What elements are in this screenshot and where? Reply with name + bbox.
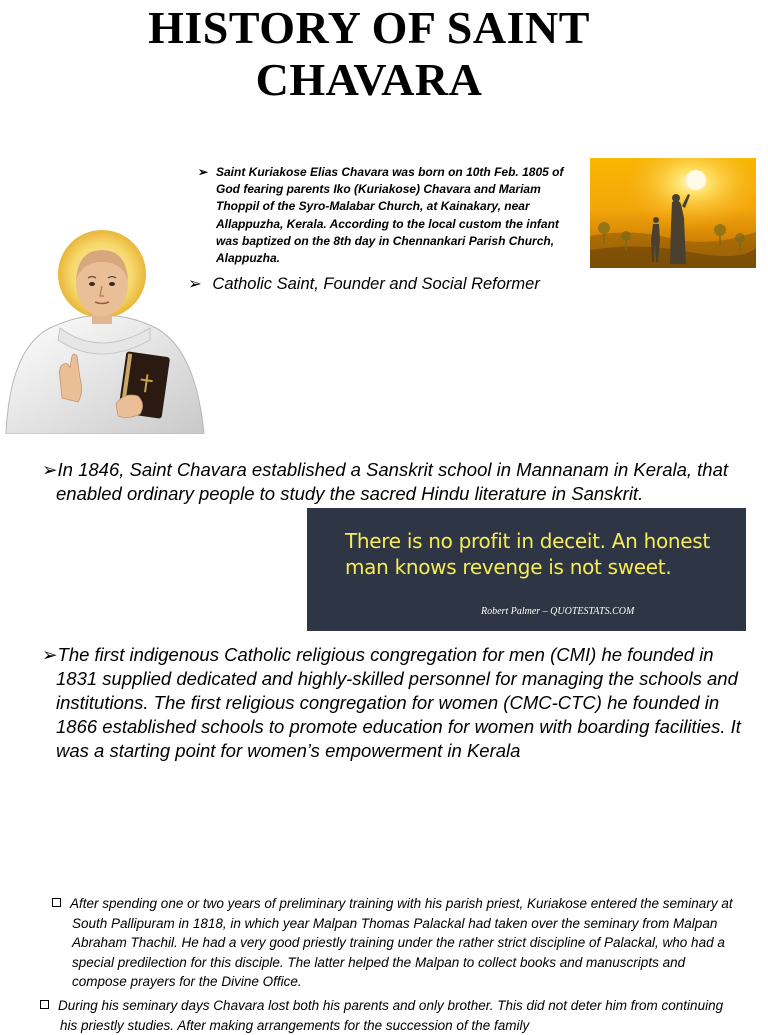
title-line-2: CHAVARA [255,54,483,105]
arrow-bullet-icon: ➢ [188,275,202,293]
title-line-1: HISTORY OF SAINT [148,2,590,53]
parents-text: During his seminary days Chavara lost both his parents and only brother. This did not deter him from continuing his priestly studies. After making arrangements for the succession of the family [58,998,724,1033]
congregation-bullet [42,643,756,763]
saint-portrait [0,228,210,434]
quote-text: There is no profit in deceit. An honest man knows revenge is not sweet. [345,529,710,579]
quote-banner-image [307,508,746,631]
page-title [0,2,738,106]
arrow-bullet-icon: ➢ [42,644,58,665]
roles-bullet [188,272,608,296]
roles-text: Catholic Saint, Founder and Social Reformer [212,275,540,293]
birth-text: Saint Kuriakose Elias Chavara was born on 10th Feb. 1805 of God fearing parents Iko (Kuriakose) Chavara and Mariam Thoppil of the Syro-Malabar Church, at Kainakary, near Allappuzha, Kerala. According to the local custom the infant was baptized on the 8th day in Chennankari Parish Church, Alappuzha. [216,165,564,266]
congregation-text: The first indigenous Catholic religious congregation for men (CMI) he founded in 1831 supplied dedicated and highly-skilled personnel for managing the schools and institutions. The first religious congregation for women (CMC-CTC) he founded in 1866 established schools to promote education for women with boarding facilities. It was a starting point for women’s empowerment in Kerala [56,644,741,761]
school-bullet [42,458,768,506]
saint-chavara-portrait [0,228,210,434]
checkbox-bullet-icon [40,1000,49,1009]
parents-item [40,996,740,1035]
sunset-figures-illustration [590,158,756,268]
seminary-text: After spending one or two years of preliminary training with his parish priest, Kuriakose entered the seminary at South Pallipuram in 1818, in which year Malpan Thomas Palackal had taken over the seminary from Malpan Abraham Thachil. He had a very good priestly training under the rather strict discipline of Palackal, who had a special predilection for this disciple. The latter helped the Malpan to collect books and manuscripts and compose prayers for the Divine Office. [70,896,733,989]
arrow-bullet-icon: ➢ [198,165,209,179]
sunset-image [590,158,756,268]
seminary-item [52,894,742,992]
checkbox-bullet-icon [52,898,61,907]
arrow-bullet-icon: ➢ [42,459,58,480]
school-text: In 1846, Saint Chavara established a Sanskrit school in Mannanam in Kerala, that enabled ordinary people to study the sacred Hindu literature in Sanskrit. [56,459,729,504]
quote-credit: Robert Palmer – QUOTESTATS.COM [481,606,635,617]
birth-bullet [198,164,578,267]
